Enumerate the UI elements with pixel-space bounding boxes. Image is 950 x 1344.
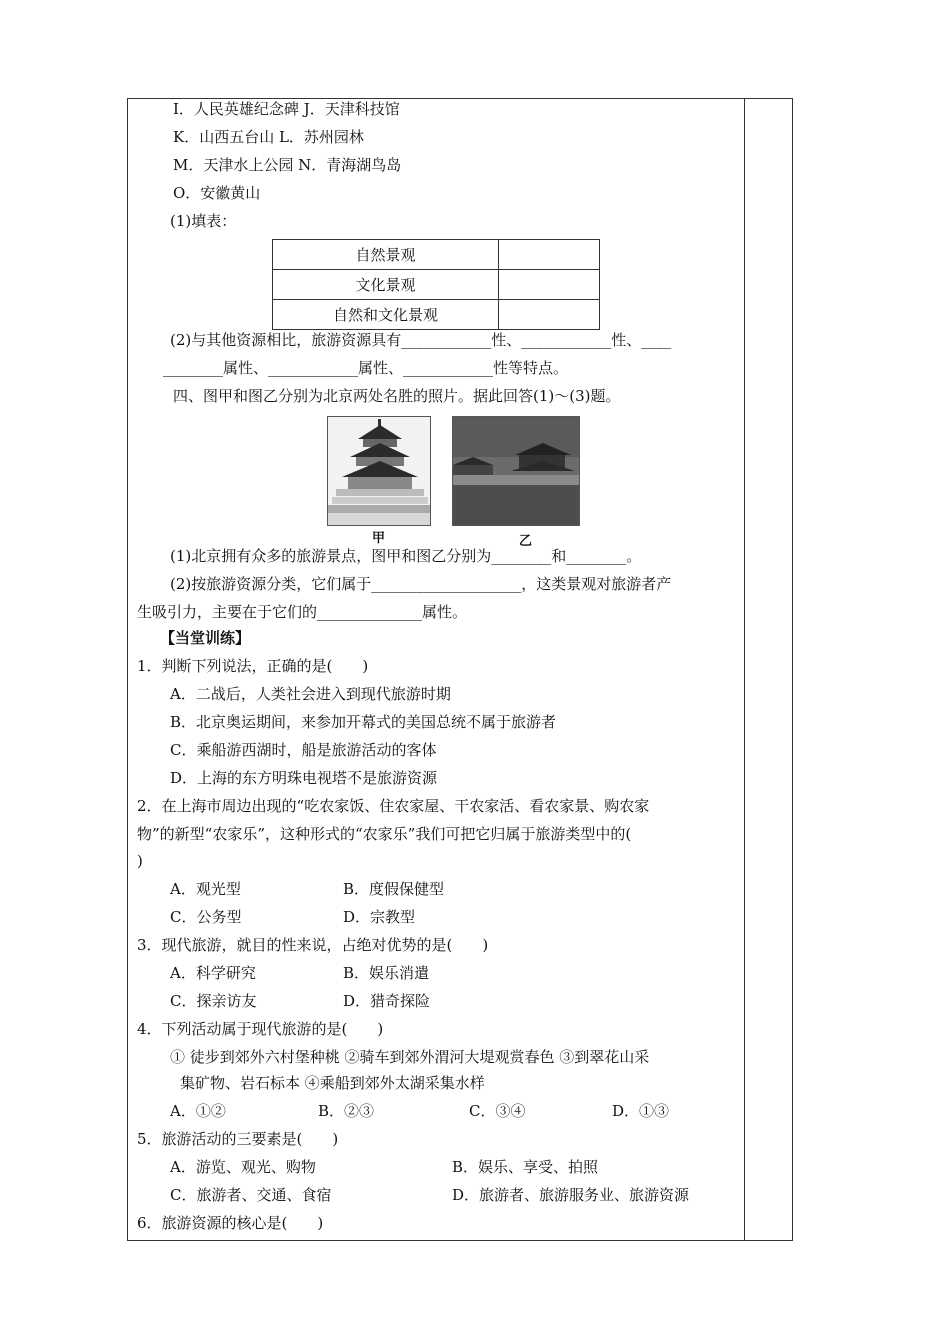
q2-option-b[interactable]: B．度假保健型 <box>343 880 445 898</box>
sub-question-1: (1)填表： <box>170 212 237 230</box>
table-cell-blank[interactable] <box>499 240 600 270</box>
table-row <box>273 300 600 330</box>
option-k-l: K．山西五台山 L．苏州园林 <box>173 128 364 146</box>
forbidden-city-image <box>453 417 580 526</box>
option-i-j: I．人民英雄纪念碑 J．天津科技馆 <box>173 100 400 118</box>
table-cell-blank[interactable] <box>499 270 600 300</box>
q3-option-a[interactable]: A．科学研究 <box>170 964 256 982</box>
q2-option-c[interactable]: C．公务型 <box>170 908 242 926</box>
question-5: 5．旅游活动的三要素是( ) <box>137 1130 339 1148</box>
photo-yi <box>452 416 580 526</box>
section-title-practice: 【当堂训练】 <box>160 629 251 647</box>
q1-option-a[interactable]: A．二战后，人类社会进入到现代旅游时期 <box>170 685 451 703</box>
photo-jia-caption: 甲 <box>372 531 386 546</box>
column-divider <box>744 98 745 1241</box>
q4-option-c[interactable]: C．③④ <box>469 1102 526 1120</box>
q4-option-a[interactable]: A．①② <box>170 1102 226 1120</box>
q5-option-d[interactable]: D．旅游者、旅游服务业、旅游资源 <box>452 1186 690 1204</box>
table-row <box>273 240 600 270</box>
question-2-paren: ) <box>137 852 143 870</box>
photo-jia <box>327 416 431 526</box>
q4-option-b[interactable]: B．②③ <box>318 1102 375 1120</box>
question-2: 2．在上海市周边出现的“吃农家饭、住农家屋、干农家活、看农家景、购农家 <box>137 797 650 815</box>
photo-yi-caption: 乙 <box>519 534 533 549</box>
option-o: O．安徽黄山 <box>173 184 261 202</box>
question-6: 6．旅游资源的核心是( ) <box>137 1214 324 1232</box>
q3-option-d[interactable]: D．猎奇探险 <box>343 992 431 1010</box>
table-cell-blank[interactable] <box>499 300 600 330</box>
question-1: 1．判断下列说法，正确的是( ) <box>137 657 369 675</box>
sub-question-2b: (2)按旅游资源分类，它们属于____________________，这类景观对旅游者产 <box>170 575 672 593</box>
q4-option-d[interactable]: D．①③ <box>612 1102 670 1120</box>
sub-question-2b-cont: 生吸引力，主要在于它们的______________属性。 <box>137 603 468 621</box>
q1-option-d[interactable]: D．上海的东方明珠电视塔不是旅游资源 <box>170 769 438 787</box>
q2-option-d[interactable]: D．宗教型 <box>343 908 416 926</box>
temple-of-heaven-image <box>328 417 431 526</box>
fill-in-table <box>272 239 600 330</box>
question-4-items-cont: 集矿物、岩石标本 ④乘船到郊外太湖采集水样 <box>180 1074 485 1092</box>
sub-question-2: (2)与其他资源相比，旅游资源具有____________性、____________性、____ <box>170 331 672 349</box>
option-m-n: M．天津水上公园 N．青海湖鸟岛 <box>173 156 402 174</box>
table-cell-label: 自然和文化景观 <box>273 300 499 330</box>
q5-option-c[interactable]: C．旅游者、交通、食宿 <box>170 1186 332 1204</box>
q1-option-c[interactable]: C．乘船游西湖时，船是旅游活动的客体 <box>170 741 437 759</box>
q5-option-b[interactable]: B．娱乐、享受、拍照 <box>452 1158 599 1176</box>
question-2-cont: 物”的新型“农家乐”，这种形式的“农家乐”我们可把它归属于旅游类型中的( <box>137 825 632 843</box>
sub-question-1b: (1)北京拥有众多的旅游景点，图甲和图乙分别为________和________。 <box>170 547 642 565</box>
table-cell-label: 文化景观 <box>273 270 499 300</box>
q1-option-b[interactable]: B．北京奥运期间，来参加开幕式的美国总统不属于旅游者 <box>170 713 557 731</box>
question-4-items: ① 徒步到郊外六村堡种桃 ②骑车到郊外渭河大堤观赏春色 ③到翠花山采 <box>170 1048 650 1066</box>
q3-option-b[interactable]: B．娱乐消遣 <box>343 964 430 982</box>
table-row <box>273 270 600 300</box>
question-3: 3．现代旅游，就目的性来说，占绝对优势的是( ) <box>137 936 489 954</box>
sub-question-2-cont: ________属性、____________属性、____________性等特点。 <box>163 359 569 377</box>
q2-option-a[interactable]: A．观光型 <box>170 880 241 898</box>
table-cell-label: 自然景观 <box>273 240 499 270</box>
q5-option-a[interactable]: A．游览、观光、购物 <box>170 1158 316 1176</box>
q3-option-c[interactable]: C．探亲访友 <box>170 992 257 1010</box>
question-4: 4．下列活动属于现代旅游的是( ) <box>137 1020 384 1038</box>
section-four-heading: 四、图甲和图乙分别为北京两处名胜的照片。据此回答(1)～(3)题。 <box>173 387 621 405</box>
